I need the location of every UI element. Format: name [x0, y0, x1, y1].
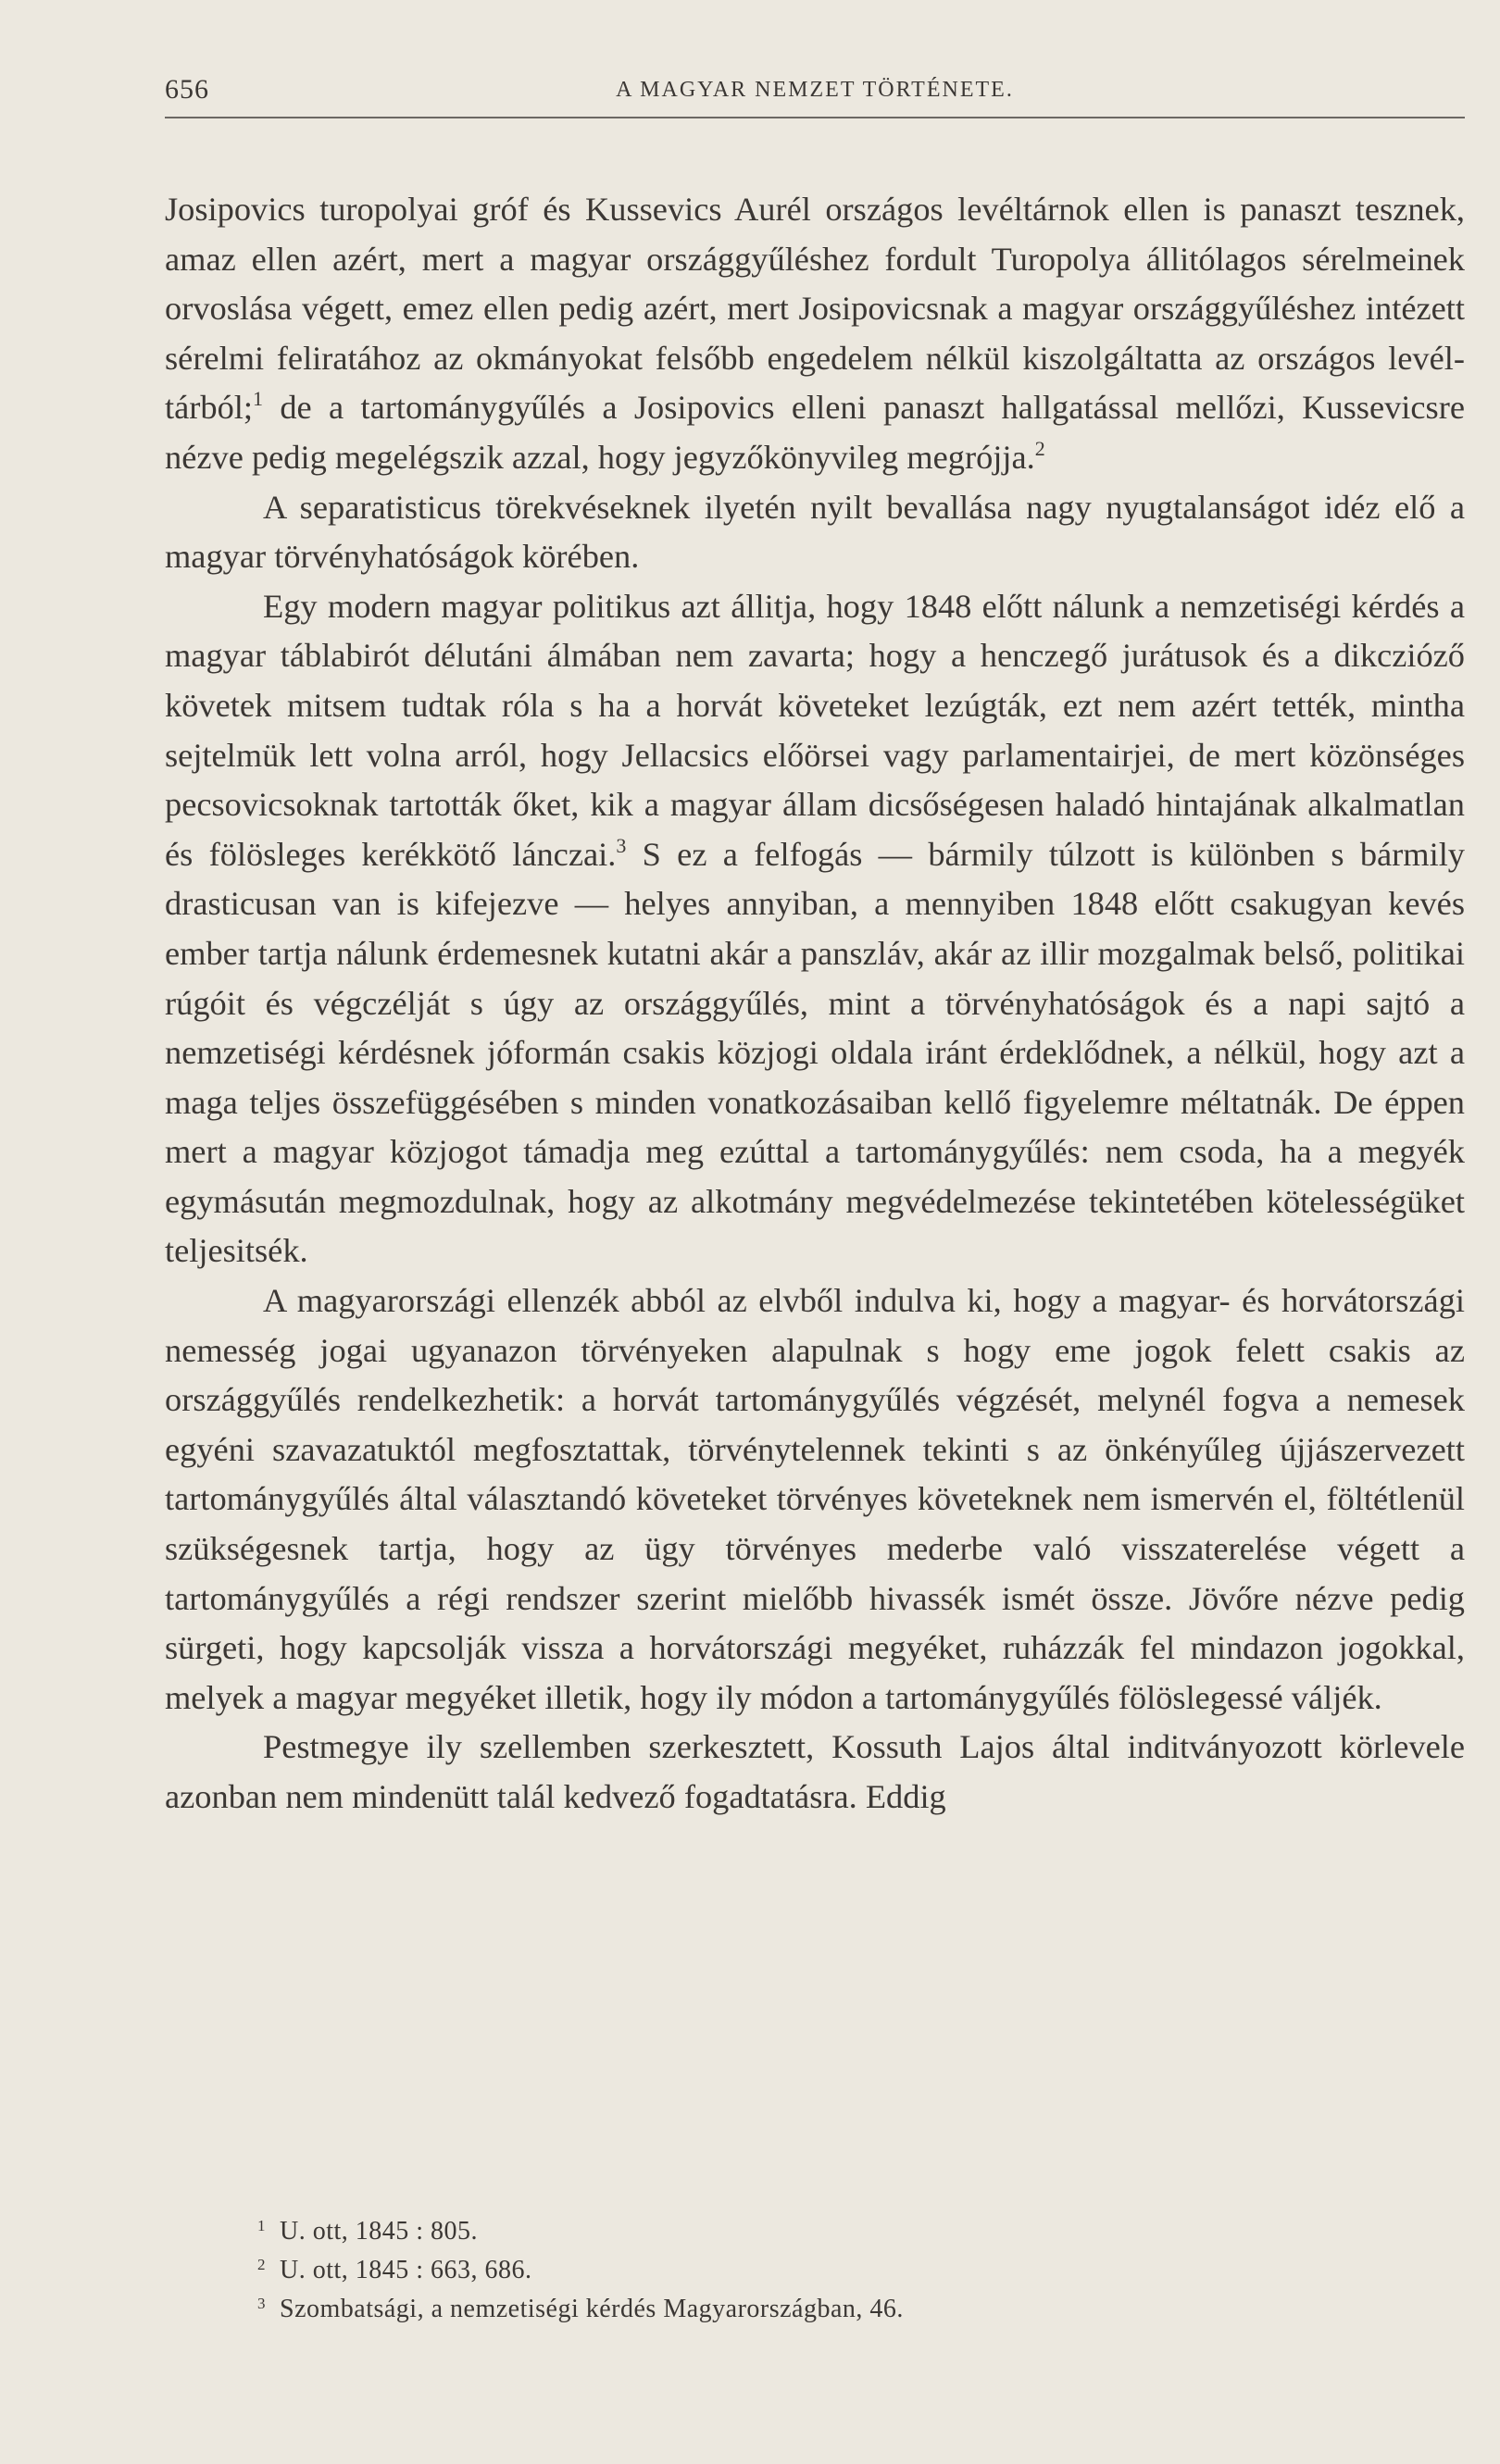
footnote-mark: 2	[257, 2256, 266, 2273]
text-run: A magyarországi ellenzék abból az elvből indulva ki, hogy a magyar- és horvátországi nemesség jogai ugyanazon törvényeken alapulnak s hogy eme jogok felett csakis az országgyűlés rendelkezhetik: a horvát tartománygyűlés végzését, melynél fogva a nemesek egyéni szavazatuktól megfosztattak, törvénytelennek tekinti s az önkényűleg újjászervezett tartománygyűlés által választandó követeket törvényes követeknek nem ismervén el, föltétlenül szükségesnek tartja, hogy az ügy törvényes mederbe való visszaterelése végett a tartománygyűlés a régi rendszer szerint mielőbb hivassék ismét össze. Jövőre nézve pedig sürgeti, hogy kapcsolják vissza a horvátországi megyéket, ruházzák fel mindazon jogokkal, melyek a magyar megyéket illetik, hogy ily módon a tartománygyűlés fölöslegessé váljék.	[165, 1282, 1465, 1716]
page-header	[165, 74, 1465, 111]
paragraph	[165, 483, 1465, 582]
footnote-text: U. ott, 1845 : 805.	[280, 2217, 479, 2246]
text-run: S ez a felfogás — bármily túlzott is különben s bármily drasticusan van is kifejezve — helyes annyiban, a mennyiben 1848 előtt csakugyan kevés ember tartja nálunk érdemesnek kutatni akár a panszláv, akár az illir mozgalmak belső, politikai rúgóit és végczélját s úgy az országgyűlés, mint a törvényhatóságok és a napi sajtó a nemzetiségi kérdésnek jóformán csakis közjogi oldala iránt érdeklődnek, a nélkül, hogy azt a maga teljes összefüggésében s minden vonatkozásaiban kellő figyelemre méltatnák. De éppen mert a magyar közjogot támadja meg ezúttal a tartománygyűlés: nem csoda, ha a megyék egymásután megmozdulnak, hogy az alkotmány megvédelmezése tekintetében kötelességüket teljesitsék.	[165, 835, 1466, 1270]
footnote-mark: 3	[257, 2295, 266, 2312]
footnote-text: Szombatsági, a nemzetiségi kérdés Magyarországban, 46.	[280, 2295, 904, 2323]
body-text	[165, 185, 1465, 1823]
footnote	[165, 2290, 1465, 2329]
text-run: A separatisticus törekvéseknek ilyetén nyilt bevallása nagy nyugtalanságot idéz elő a magyar törvényhatóságok körében.	[165, 488, 1465, 576]
footnote-reference: 1	[253, 387, 263, 411]
text-run: Pestmegye ily szellemben szerkesztett, Kossuth Lajos által inditványozott körlevele azonban nem mindenütt talál kedvező fogadtatásra. Eddig	[165, 1728, 1465, 1815]
footnote-reference: 2	[1034, 436, 1045, 460]
footnote-text: U. ott, 1845 : 663, 686.	[280, 2256, 532, 2284]
footnote-reference: 3	[616, 833, 627, 857]
page-number: 656	[165, 74, 209, 105]
paragraph	[165, 1723, 1465, 1822]
running-title: A MAGYAR NEMZET TÖRTÉNETE.	[616, 78, 1014, 102]
paragraph	[165, 582, 1465, 1276]
footnotes	[165, 2212, 1465, 2329]
text-run: de a tartománygyűlés a Josipovics elleni panaszt hallgatással mellőzi, Kussevicsre nézve pedig megelégszik azzal, hogy jegyzőkönyvileg megrójja.	[165, 389, 1465, 476]
header-rule	[165, 117, 1465, 118]
footnote	[165, 2251, 1465, 2290]
paragraph	[165, 1276, 1465, 1723]
text-run: Josipovics turopolyai gróf és Kussevics Aurél országos levéltárnok ellen is panaszt tesznek, amaz ellen azért, mert a magyar országgyűléshez fordult Turopolya állitólagos sérelmeinek orvoslása végett, emez ellen pedig azért, mert Josipovicsnak a magyar országgyűléshez intézett sérelmi feliratához az okmányokat felsőbb engedelem nélkül kiszolgáltatta az országos levéltárból;	[165, 191, 1465, 427]
text-run: Egy modern magyar politikus azt állitja, hogy 1848 előtt nálunk a nemzetiségi kérdés a magyar táblabirót délutáni álmában nem zavarta; hogy a henczegő jurátusok és a dikczióző követek mitsem tudtak róla s ha a horvát követeket lezúgták, ezt nem azért tették, mintha sejtelmük lett volna arról, hogy Jellacsics előörsei vagy parlamentairjei, de mert közönséges pecsovicsoknak tartották őket, kik a magyar állam dicsőségesen haladó hintajának alkalmatlan és fölösleges kerékkötő lánczai.	[165, 587, 1465, 873]
footnote	[165, 2212, 1465, 2251]
footnote-mark: 1	[257, 2217, 266, 2234]
paragraph	[165, 185, 1465, 483]
